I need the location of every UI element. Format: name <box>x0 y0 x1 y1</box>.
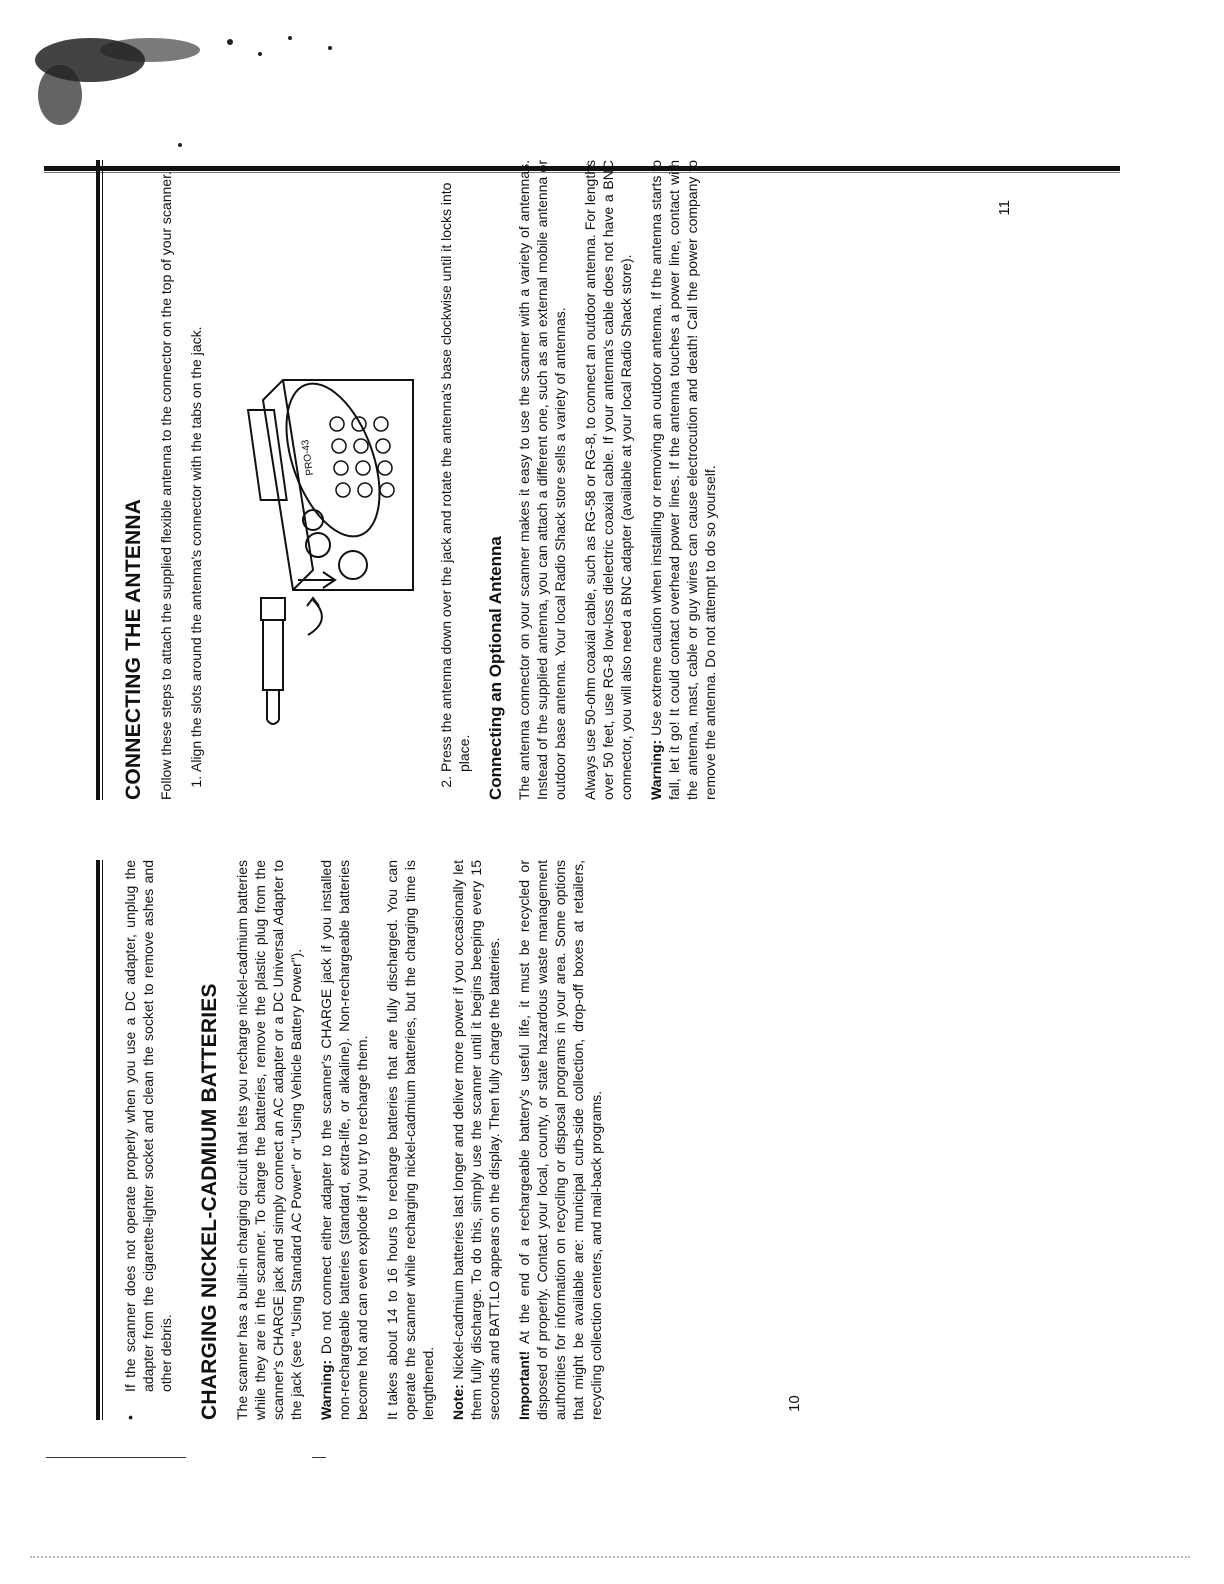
step-2: 2. Press the antenna down over the jack and rotate the antenna's base clockwise until it locks into place. <box>437 160 473 772</box>
left-page <box>96 860 836 1420</box>
page-number-right: 11 <box>996 200 1013 216</box>
display-label: PRO-43 <box>300 438 316 477</box>
bullet-item <box>121 860 175 1420</box>
subheading-optional-antenna: Connecting an Optional Antenna <box>486 536 505 800</box>
paragraph-note <box>449 860 503 1420</box>
bullet-marker: • <box>122 1415 138 1420</box>
section-heading-charging: CHARGING NICKEL-CADMIUM BATTERIES <box>198 983 221 1420</box>
paragraph-charge-time: It takes about 14 to 16 hours to recharge batteries that are fully discharged. You can operate the scanner while recharging nickel-cadmium batteries, but the charging time is lengthened. <box>384 860 436 1420</box>
important-label: Important! <box>516 1350 532 1420</box>
paragraph-antenna-intro: Follow these steps to attach the supplied flexible antenna to the connector on the top of your scanner. <box>158 171 174 800</box>
bottom-scan-edge <box>30 1556 1190 1558</box>
scan-mark <box>46 1457 186 1458</box>
note-text: Nickel-cadmium batteries last longer and deliver more power if you occasionally let them fully discharge. To do this, simply use the scanner until it begins beeping every 15 seconds and BATT.LO appears on the display. Then fully charge the batteries. <box>450 860 502 1420</box>
right-page <box>96 160 1036 800</box>
paragraph-important <box>515 860 605 1420</box>
antenna-steps <box>187 160 205 800</box>
note-label: Note: <box>450 1384 466 1420</box>
warning-text: Do not connect either adapter to the scanner's CHARGE jack if you installed non-rechargeable batteries (standard, extra-life, or alkaline). Non-rechargeable batteries become hot and can even explode if you try to recharge them. <box>318 860 370 1420</box>
section-bar-thin <box>102 860 103 1420</box>
warning-text: Use extreme caution when installing or removing an outdoor antenna. If the antenna starts to fall, let it go! It could contact overhead power lines. If the antenna touches a power line, contact with the antenna, mast, cable or guy wires can cause electrocution and death! Call the power company to remove the antenna. Do not attempt to do so yourself. <box>648 160 718 800</box>
paragraph-antenna-warning <box>647 160 719 800</box>
bullet-text: If the scanner does not operate properly when you use a DC adapter, unplug the adapter from the cigarette-lighter socket and clean the socket to remove ashes and other debris. <box>122 860 174 1392</box>
step-1: 1. Align the slots around the antenna's connector with the tabs on the jack. <box>187 160 205 772</box>
paragraph-warning <box>317 860 371 1420</box>
scan-noise <box>30 20 410 150</box>
antenna-steps-continued <box>437 160 473 800</box>
paragraph-charging-intro: The scanner has a built-in charging circuit that lets you recharge nickel-cadmium batteries while they are in the scanner. To charge the batteries, remove the plastic plug from the scanner's CHARGE jack and simply connect an AC adapter or a DC Universal Adapter to the jack (see "Using Standard AC Power" or "Using Vehicle Battery Power"). <box>234 860 304 1420</box>
section-bar <box>96 860 100 1420</box>
section-bar <box>96 160 100 800</box>
paragraph-optional-antenna: The antenna connector on your scanner makes it easy to use the scanner with a variety of antennas. Instead of the supplied antenna, you can attach a different one, such as an external mobile antenna or outdoor base antenna. Your local Radio Shack store sells a variety of antennas. <box>516 160 568 800</box>
important-text: At the end of a rechargeable battery's useful life, it must be recycled or disposed of properly. Contact your local, county, or state hazardous waste management authorities for information on recycling or disposal programs in your area. Some options that might be available are: municipal curb-side collection, drop-off boxes at retailers, recycling collection centers, and mail-back programs. <box>516 860 604 1420</box>
warning-label: Warning: <box>648 739 664 800</box>
section-heading-antenna: CONNECTING THE ANTENNA <box>122 498 145 800</box>
antenna-illustration <box>223 370 423 730</box>
warning-label: Warning: <box>318 1359 334 1420</box>
section-bar-thin <box>102 160 103 800</box>
paragraph-coax-cable: Always use 50-ohm coaxial cable, such as RG-58 or RG-8, to connect an outdoor antenna. For lengths over 50 feet, use RG-8 low-loss dielectric coaxial cable. If your antenna's cable does not have a BNC connector, you will also need a BNC adapter (available at your local Radio Shack store). <box>582 160 634 800</box>
scan-mark <box>312 1457 326 1458</box>
page-number-left: 10 <box>786 1395 803 1412</box>
